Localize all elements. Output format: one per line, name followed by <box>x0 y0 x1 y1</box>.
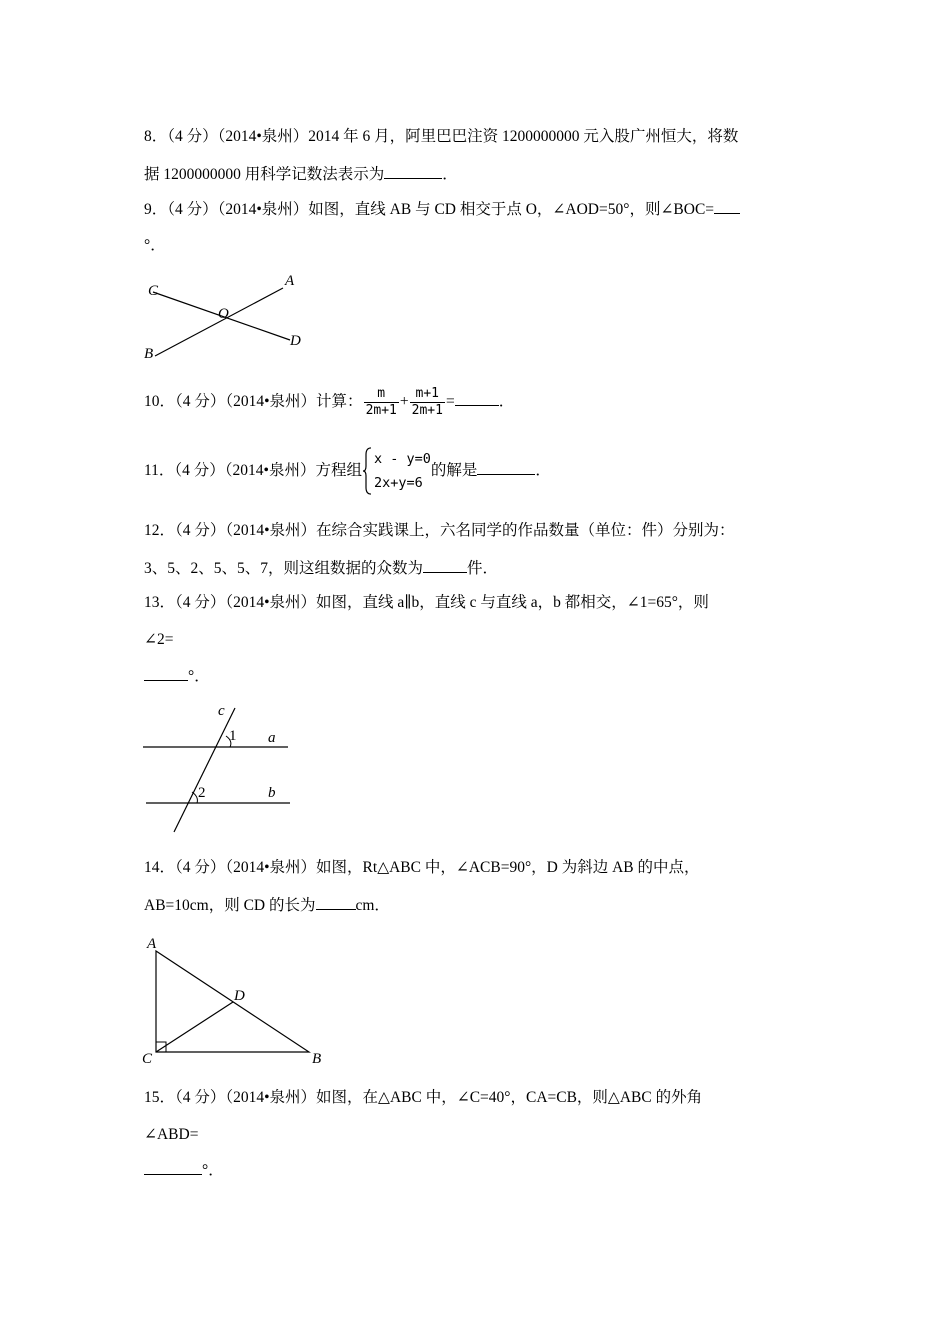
q11-mid-text: 的解是 <box>430 462 478 479</box>
line-c <box>174 708 235 832</box>
label-o: O <box>218 306 229 322</box>
q13-line3 <box>144 666 210 687</box>
line-ab <box>155 288 283 356</box>
q9-line2: °． <box>144 237 166 254</box>
q15-answer-blank <box>144 1160 202 1175</box>
label-c: C <box>148 283 159 299</box>
q9-figure-intersecting-lines <box>140 268 315 363</box>
q11-equation-system <box>362 447 431 495</box>
q15-line3-end: °． <box>202 1162 224 1179</box>
q14-figure-right-triangle <box>138 932 328 1067</box>
q10-answer-blank <box>455 391 499 406</box>
q10-line <box>144 384 514 420</box>
label-angle-1: 1 <box>229 728 237 744</box>
q8-answer-blank <box>384 164 442 179</box>
label-c: C <box>142 1051 153 1067</box>
q9-line1-text: 9．（4 分）（2014•泉州）如图，直线 AB 与 CD 相交于点 O，∠AOD=50°，则∠BOC= <box>144 201 715 218</box>
q13-line3-end: °． <box>188 668 210 685</box>
q12-line2-text: 3、5、2、5、5、7，则这组数据的众数为 <box>144 560 424 577</box>
q14-line2 <box>144 895 390 916</box>
q10-equals: = <box>445 393 455 410</box>
label-b: B <box>144 346 154 362</box>
q11-answer-blank <box>477 460 535 475</box>
q10-frac1-denominator: 2m+1 <box>365 402 397 418</box>
label-a: a <box>268 730 276 746</box>
q8-line2-text: 据 1200000000 用科学记数法表示为 <box>144 166 385 183</box>
q13-figure-parallel-lines <box>140 698 300 838</box>
q10-plus: + <box>399 393 409 410</box>
q15-line2: ∠ABD= <box>144 1126 199 1143</box>
label-b: B <box>312 1051 322 1067</box>
q13-line2: ∠2= <box>144 631 174 648</box>
brace-icon <box>362 447 372 495</box>
q12-line2 <box>144 558 498 579</box>
q10-fraction-1 <box>364 386 399 419</box>
q10-frac2-denominator: 2m+1 <box>411 402 443 418</box>
q14-answer-blank <box>316 895 356 910</box>
q10-frac1-numerator: m <box>364 386 399 403</box>
q11-end: ． <box>535 462 551 479</box>
label-angle-2: 2 <box>198 785 206 801</box>
q13-answer-blank <box>144 666 188 681</box>
q10-end: ． <box>498 393 515 410</box>
label-d: D <box>234 988 245 1004</box>
q8-line2-end: ． <box>442 166 458 183</box>
label-a: A <box>147 936 157 952</box>
q10-text: 10．（4 分）（2014•泉州）计算： <box>144 393 363 410</box>
q8-line2 <box>144 164 458 185</box>
label-d: D <box>290 333 301 349</box>
segment-cd <box>156 1002 233 1052</box>
q9-line1 <box>144 199 740 220</box>
q14-line1: 14．（4 分）（2014•泉州）如图，Rt△ABC 中，∠ACB=90°，D 为斜边 AB 的中点， <box>144 859 700 876</box>
label-a: A <box>285 273 295 289</box>
q11-equation-2: 2x+y=6 <box>373 475 423 492</box>
q9-answer-blank <box>714 199 740 214</box>
q11-line <box>144 446 551 496</box>
q14-line2-text: AB=10cm，则 CD 的长为 <box>144 897 316 914</box>
label-b: b <box>268 785 276 801</box>
q14-line2-end: cm． <box>355 897 390 914</box>
q15-line1: 15．（4 分）（2014•泉州）如图，在△ABC 中，∠C=40°，CA=CB，则△ABC 的外角 <box>144 1089 703 1106</box>
q10-frac2-numerator: m+1 <box>410 386 445 403</box>
label-c: c <box>218 703 225 719</box>
q12-line1: 12．（4 分）（2014•泉州）在综合实践课上，六名同学的作品数量（单位：件）分别为： <box>144 522 735 539</box>
q11-text: 11．（4 分）（2014•泉州）方程组 <box>144 462 362 479</box>
q15-line3 <box>144 1160 224 1181</box>
q11-equation-1: x - y=0 <box>373 451 431 468</box>
q12-line2-end: 件． <box>467 560 499 577</box>
q12-answer-blank <box>423 558 467 573</box>
q13-line1: 13．（4 分）（2014•泉州）如图，直线 a∥b，直线 c 与直线 a，b 都相交，∠1=65°，则 <box>144 594 709 611</box>
q8-line1: 8．（4 分）（2014•泉州）2014 年 6 月，阿里巴巴注资 1200000000 元入股广州恒大，将数 <box>144 128 739 145</box>
q10-fraction-2 <box>410 386 445 419</box>
